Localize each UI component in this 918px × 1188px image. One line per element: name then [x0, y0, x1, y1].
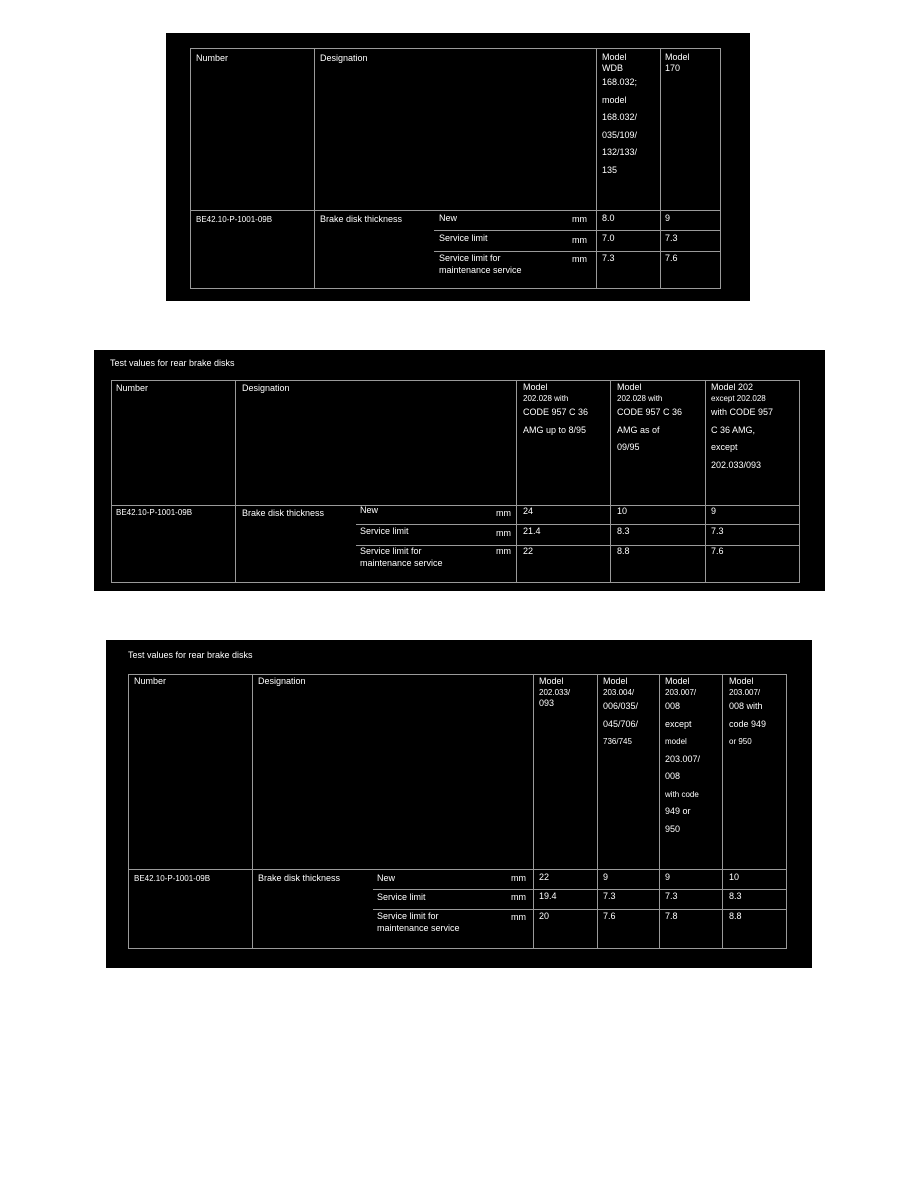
- value-cell: 7.3: [665, 891, 678, 901]
- value-cell: 7.0: [602, 233, 615, 243]
- model-header-2: Model 203.004/ 006/035/ 045/706/ 736/745: [603, 676, 639, 746]
- subrow-maint-label: Service limit for: [377, 911, 439, 921]
- subrow-maint-unit: mm: [496, 546, 511, 556]
- model-header-1: Model WDB 168.032; model 168.032/ 035/109/ 132/133/ 135: [602, 52, 638, 175]
- table-panel-2: [94, 350, 825, 591]
- value-cell: 8.3: [617, 526, 630, 536]
- subrow-maint-label: Service limit for: [360, 546, 422, 556]
- value-cell: 21.4: [523, 526, 541, 536]
- subrow-maint-label2: maintenance service: [377, 923, 460, 933]
- subrow-maint-unit: mm: [572, 254, 587, 264]
- subrow-service-label: Service limit: [360, 526, 409, 536]
- subrow-new-unit: mm: [572, 214, 587, 224]
- value-cell: 19.4: [539, 891, 557, 901]
- header-number: Number: [196, 53, 229, 63]
- header-number: Number: [116, 383, 149, 393]
- subrow-new-unit: mm: [496, 508, 511, 518]
- value-cell: 10: [617, 506, 628, 516]
- table-panel-3: [106, 640, 812, 968]
- model-header-4: Model 203.007/ 008 with code 949 or 950: [729, 676, 767, 746]
- row-number: BE42.10-P-1001-09B: [116, 508, 193, 517]
- subrow-maint-label2: maintenance service: [360, 558, 443, 568]
- value-cell: 7.3: [603, 891, 616, 901]
- row-number: BE42.10-P-1001-09B: [134, 874, 211, 883]
- table-caption: Test values for rear brake disks: [110, 358, 235, 368]
- value-cell: 7.6: [603, 911, 616, 921]
- model-header-2: Model 202.028 with CODE 957 C 36 AMG as of 09/95: [617, 382, 683, 452]
- value-cell: 22: [523, 546, 534, 556]
- value-cell: 9: [665, 213, 671, 223]
- header-number: Number: [134, 676, 167, 686]
- model-header-2: Model 170: [665, 52, 690, 73]
- subrow-maint-label2: maintenance service: [439, 265, 522, 275]
- subrow-service-label: Service limit: [377, 892, 426, 902]
- value-cell: 7.8: [665, 911, 678, 921]
- value-cell: 22: [539, 872, 550, 882]
- model-header-1: Model 202.033/ 093: [539, 676, 571, 708]
- header-designation: Designation: [258, 676, 306, 686]
- model-header-3: Model 203.007/ 008 except model 203.007/ 008 with code 949 or 950: [665, 676, 701, 834]
- value-cell: 9: [603, 872, 609, 882]
- subrow-service-unit: mm: [511, 892, 526, 902]
- value-cell: 10: [729, 872, 740, 882]
- subrow-new-label: New: [439, 213, 458, 223]
- row-designation: Brake disk thickness: [258, 873, 341, 883]
- value-cell: 8.3: [729, 891, 742, 901]
- value-cell: 7.3: [711, 526, 724, 536]
- model-header-1: Model 202.028 with CODE 957 C 36 AMG up to 8/95: [523, 382, 589, 435]
- subrow-maint-label: Service limit for: [439, 253, 501, 263]
- value-cell: 24: [523, 506, 534, 516]
- subrow-new-label: New: [360, 505, 379, 515]
- subrow-service-label: Service limit: [439, 233, 488, 243]
- value-cell: 20: [539, 911, 550, 921]
- row-number: BE42.10-P-1001-09B: [196, 215, 273, 224]
- row-designation: Brake disk thickness: [242, 508, 325, 518]
- value-cell: 7.6: [711, 546, 724, 556]
- value-cell: 8.8: [617, 546, 630, 556]
- subrow-new-label: New: [377, 873, 396, 883]
- table-caption: Test values for rear brake disks: [128, 650, 253, 660]
- subrow-service-unit: mm: [496, 528, 511, 538]
- row-designation: Brake disk thickness: [320, 214, 403, 224]
- value-cell: 7.6: [665, 253, 678, 263]
- value-cell: 9: [711, 506, 717, 516]
- header-designation: Designation: [320, 53, 368, 63]
- value-cell: 9: [665, 872, 671, 882]
- value-cell: 7.3: [602, 253, 615, 263]
- subrow-service-unit: mm: [572, 235, 587, 245]
- table-panel-1: [166, 33, 750, 301]
- subrow-new-unit: mm: [511, 873, 526, 883]
- value-cell: 8.0: [602, 213, 615, 223]
- value-cell: 7.3: [665, 233, 678, 243]
- subrow-maint-unit: mm: [511, 912, 526, 922]
- value-cell: 8.8: [729, 911, 742, 921]
- model-header-3: Model 202 except 202.028 with CODE 957 C 36 AMG, except 202.033/093: [711, 382, 774, 470]
- header-designation: Designation: [242, 383, 290, 393]
